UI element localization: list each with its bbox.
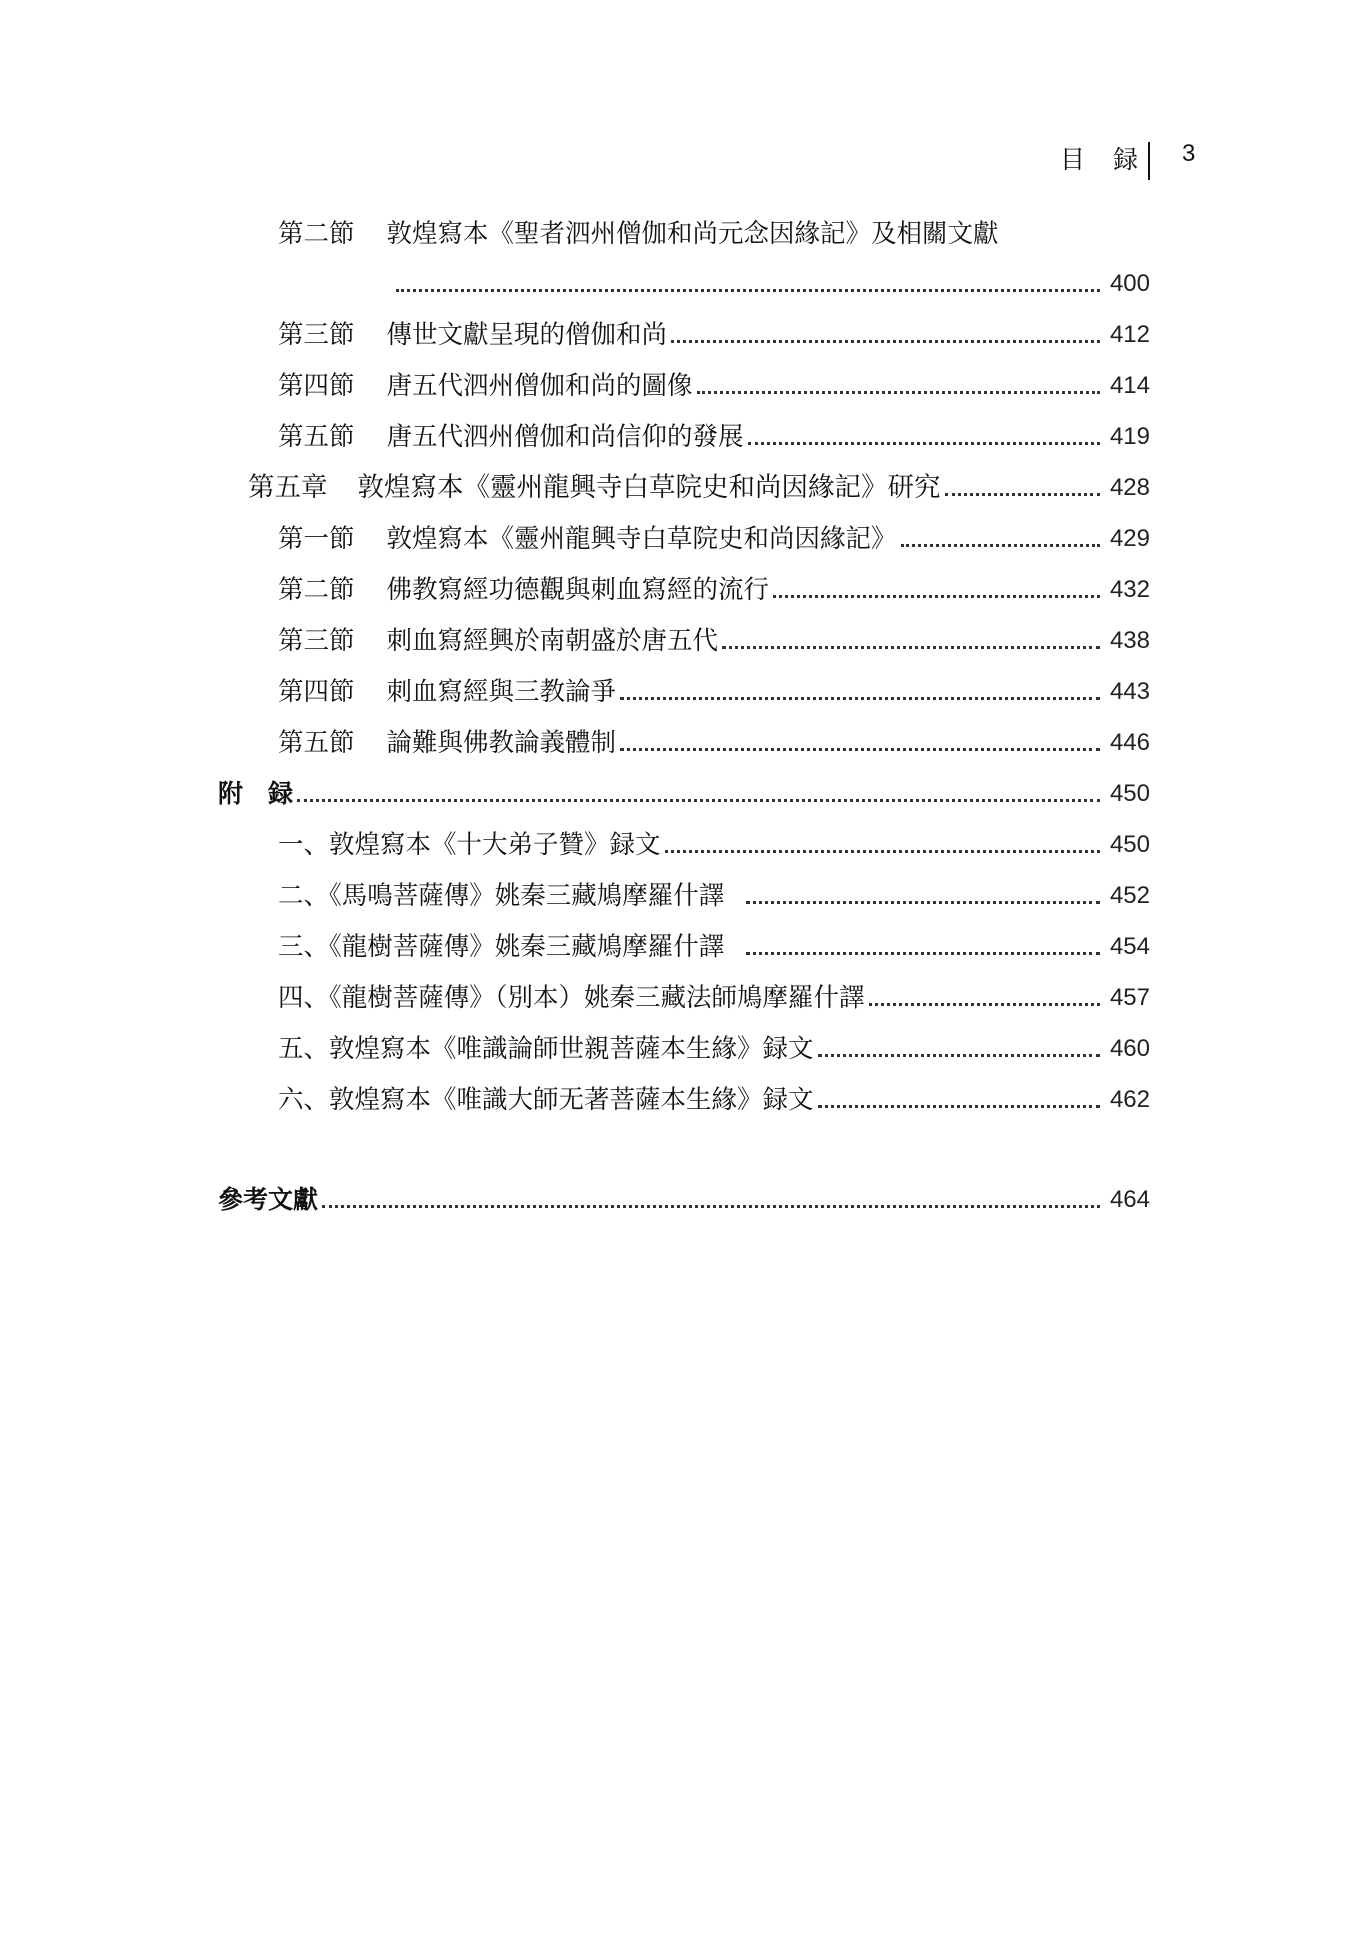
toc-page-number: 452: [1109, 882, 1150, 909]
toc-section-number: 第二節: [278, 575, 355, 605]
toc-entry-title: 佛教寫經功德觀與刺血寫經的流行: [386, 575, 770, 605]
toc-entry: [278, 723, 1150, 759]
toc-entry: [278, 876, 1150, 912]
toc-page-number: 428: [1109, 474, 1150, 501]
toc-page-number: 432: [1109, 576, 1150, 603]
toc-entry: [278, 621, 1150, 657]
toc-page-number: 450: [1109, 780, 1150, 807]
toc-entry-title: 唐五代泗州僧伽和尚信仰的發展: [386, 422, 744, 452]
toc-page-number: 450: [1109, 831, 1150, 858]
toc-page-number: 429: [1109, 525, 1150, 552]
toc-appendix-entry: [218, 774, 1150, 810]
toc-entry: [278, 214, 1090, 250]
toc-entry-title: 一、敦煌寫本《十大弟子贊》録文: [278, 830, 661, 860]
dot-leader: [697, 390, 1100, 394]
toc-chapter-entry: [248, 468, 1150, 504]
toc-entry-title: 唐五代泗州僧伽和尚的圖像: [386, 371, 693, 401]
toc-entry: [278, 1080, 1150, 1116]
toc-page-number: 414: [1109, 372, 1150, 399]
toc-entry-title: 刺血寫經與三教論爭: [386, 677, 617, 707]
dot-leader: [748, 441, 1100, 445]
running-header: [1000, 140, 1260, 180]
header-divider: [1148, 142, 1150, 180]
dot-leader: [773, 594, 1100, 598]
toc-entry-title: 四、《龍樹菩薩傳》（別本）姚秦三藏法師鳩摩羅什譯: [278, 983, 865, 1013]
dot-leader: [746, 900, 1100, 904]
toc-chapter-number: 第五章: [248, 472, 328, 503]
toc-entry: [278, 978, 1150, 1014]
toc-page-number: 457: [1109, 984, 1150, 1011]
dot-leader: [818, 1053, 1100, 1057]
toc-page-number: 462: [1109, 1086, 1150, 1113]
dot-leader: [297, 798, 1100, 802]
toc-entry: [278, 1029, 1150, 1065]
toc-page-number: 443: [1109, 678, 1150, 705]
toc-entry: [278, 672, 1150, 708]
dot-leader: [322, 1204, 1100, 1208]
toc-section-number: 第二節: [278, 219, 355, 249]
toc-section-number: 第五節: [278, 728, 355, 758]
toc-references-entry: [218, 1180, 1150, 1216]
toc-entry: [278, 417, 1150, 453]
toc-entry: [278, 366, 1150, 402]
toc-entry-title: 三、《龍樹菩薩傳》姚秦三藏鳩摩羅什譯: [278, 932, 725, 962]
dot-leader: [671, 339, 1100, 343]
toc-entry: [278, 315, 1150, 351]
toc-page-number: 460: [1109, 1035, 1150, 1062]
dot-leader: [396, 288, 1100, 292]
toc-section-number: 第一節: [278, 524, 355, 554]
toc-page-number: 464: [1109, 1186, 1150, 1213]
toc-entry-title: 論難與佛教論義體制: [386, 728, 617, 758]
toc-page-number: 400: [1109, 270, 1150, 297]
dot-leader: [869, 1002, 1100, 1006]
toc-entry-title: 二、《馬鳴菩薩傳》姚秦三藏鳩摩羅什譯: [278, 881, 725, 911]
dot-leader: [746, 951, 1100, 955]
toc-appendix-label: 附 録: [218, 780, 294, 808]
toc-entry: [278, 927, 1150, 963]
toc-entry: [278, 519, 1150, 555]
toc-page-number: 446: [1109, 729, 1150, 756]
toc-section-number: 第四節: [278, 677, 355, 707]
toc-entry-title: 敦煌寫本《靈州龍興寺白草院史和尚因緣記》: [386, 524, 897, 554]
dot-leader: [665, 849, 1100, 853]
dot-leader: [620, 747, 1100, 751]
toc-entry-title: 傳世文獻呈現的僧伽和尚: [386, 320, 668, 350]
toc-section-number: 第三節: [278, 626, 355, 656]
dot-leader: [945, 492, 1100, 496]
dot-leader: [818, 1104, 1100, 1108]
header-page-number: 3: [1182, 140, 1196, 167]
toc-entry-title: 六、敦煌寫本《唯識大師无著菩薩本生緣》録文: [278, 1085, 814, 1115]
dot-leader: [722, 645, 1100, 649]
toc-section-number: 第四節: [278, 371, 355, 401]
toc-entry-title: 五、敦煌寫本《唯識論師世親菩薩本生緣》録文: [278, 1034, 814, 1064]
toc-page-number: 438: [1109, 627, 1150, 654]
toc-section-number: 第五節: [278, 422, 355, 452]
toc-references-label: 參考文獻: [218, 1186, 319, 1214]
toc-section-number: 第三節: [278, 320, 355, 350]
toc-entry: [278, 570, 1150, 606]
toc-page-number: 454: [1109, 933, 1150, 960]
toc-entry: [396, 264, 1150, 300]
toc-entry-title: 敦煌寫本《靈州龍興寺白草院史和尚因緣記》研究: [357, 472, 941, 503]
dot-leader: [901, 543, 1100, 547]
dot-leader: [620, 696, 1100, 700]
toc-page-number: 419: [1109, 423, 1150, 450]
toc-entry: [278, 825, 1150, 861]
toc-entry-title: 敦煌寫本《聖者泗州僧伽和尚元念因緣記》及相關文獻: [386, 219, 999, 249]
header-title: 目 録: [1060, 145, 1148, 174]
toc-entry-title: 刺血寫經興於南朝盛於唐五代: [386, 626, 719, 656]
toc-page-number: 412: [1109, 321, 1150, 348]
